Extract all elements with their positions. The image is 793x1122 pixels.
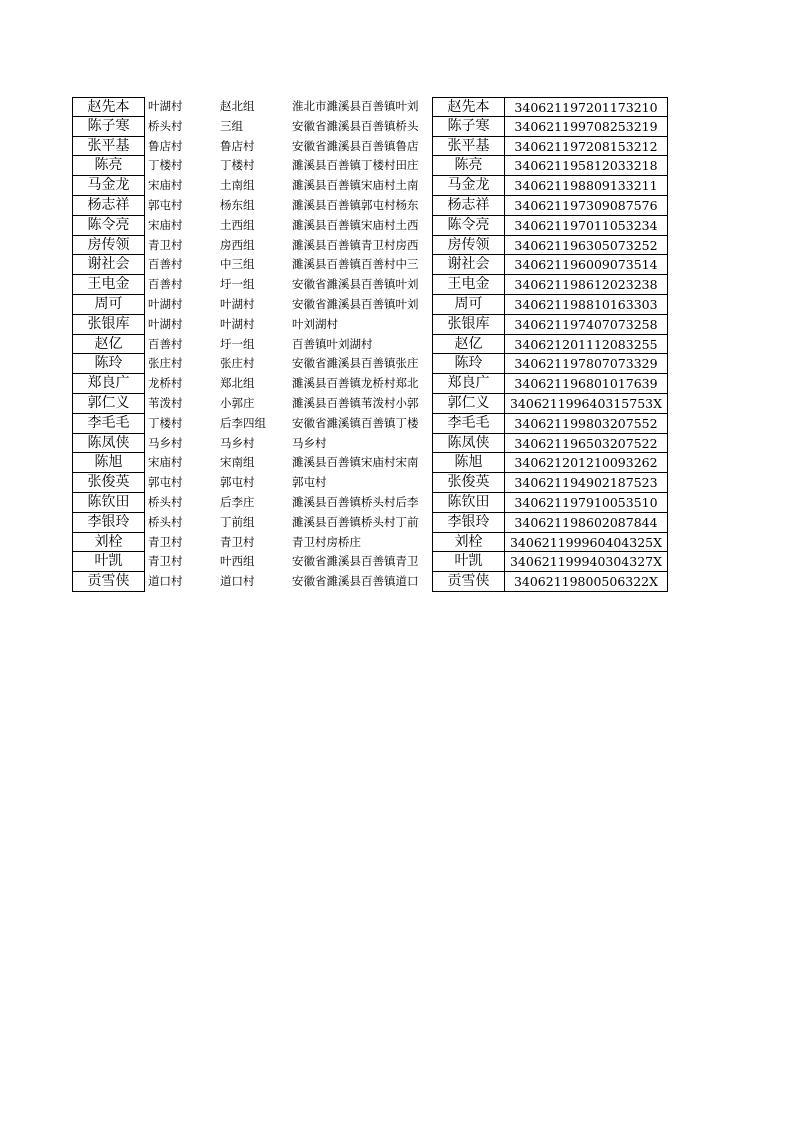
name-repeat-cell: 贡雪侠	[432, 572, 505, 592]
name-repeat-cell: 李毛毛	[432, 414, 505, 434]
id-number-cell: 340621199640315753X	[505, 394, 668, 414]
name-cell: 赵亿	[72, 335, 145, 355]
id-number-cell: 340621198810163303	[505, 295, 668, 315]
name-cell: 张俊英	[72, 473, 145, 493]
id-number-cell: 340621199803207552	[505, 414, 668, 434]
village-cell: 张庄村	[148, 356, 183, 371]
group-cell: 叶西组	[220, 554, 255, 569]
group-cell: 圩一组	[220, 277, 255, 292]
village-cell: 百善村	[148, 336, 183, 351]
village-cell: 桥头村	[148, 514, 183, 529]
group-cell: 后李庄	[220, 494, 255, 509]
group-cell: 杨东组	[220, 197, 255, 212]
group-cell: 圩一组	[220, 336, 255, 351]
id-number-cell: 340621196503207522	[505, 434, 668, 454]
group-cell: 后李四组	[220, 415, 266, 430]
id-number-cell: 340621199708253219	[505, 117, 668, 137]
village-cell: 道口村	[148, 574, 183, 589]
group-cell: 郑北组	[220, 376, 255, 391]
name-repeat-cell: 陈钦田	[432, 493, 505, 513]
id-number-cell: 340621196305073252	[505, 236, 668, 256]
village-cell: 叶湖村	[148, 316, 183, 331]
address-cell: 淮北市濉溪县百善镇叶刘	[292, 99, 419, 113]
name-cell: 房传领	[72, 236, 145, 256]
id-number-cell: 340621198809133211	[505, 176, 668, 196]
name-repeat-cell: 刘栓	[432, 533, 505, 553]
id-number-cell: 340621197201173210	[505, 97, 668, 117]
name-repeat-cell: 陈旭	[432, 453, 505, 473]
name-cell: 陈玲	[72, 354, 145, 374]
group-cell: 宋南组	[220, 455, 255, 470]
name-repeat-cell: 陈亮	[432, 156, 505, 176]
name-repeat-cell: 赵先本	[432, 97, 505, 117]
address-cell: 安徽省濉溪县百善镇青卫	[292, 554, 419, 569]
name-cell: 赵先本	[72, 97, 145, 117]
id-number-cell: 340621199940304327X	[505, 552, 668, 572]
group-cell: 土西组	[220, 217, 255, 232]
id-number-cell: 340621196801017639	[505, 374, 668, 394]
village-cell: 马乡村	[148, 435, 183, 450]
address-cell: 濉溪县百善镇宋庙村宋南	[292, 455, 419, 470]
group-cell: 道口村	[220, 574, 255, 589]
id-number-cell: 34062119800506322X	[505, 572, 668, 592]
name-repeat-cell: 叶凯	[432, 552, 505, 572]
id-number-cell: 340621201210093262	[505, 453, 668, 473]
village-cell: 桥头村	[148, 494, 183, 509]
group-cell: 郭屯村	[220, 475, 255, 490]
name-repeat-cell: 陈令亮	[432, 216, 505, 236]
village-cell: 丁楼村	[148, 415, 183, 430]
name-cell: 陈子寒	[72, 117, 145, 137]
group-cell: 张庄村	[220, 356, 255, 371]
group-cell: 鲁店村	[220, 138, 255, 153]
address-cell: 濉溪县百善镇苇泼村小郭	[292, 395, 419, 410]
name-repeat-cell: 郑良广	[432, 374, 505, 394]
village-cell: 青卫村	[148, 534, 183, 549]
village-cell: 宋庙村	[148, 217, 183, 232]
address-cell: 郭屯村	[292, 475, 327, 490]
name-repeat-cell: 陈子寒	[432, 117, 505, 137]
name-cell: 陈令亮	[72, 216, 145, 236]
id-number-cell: 340621197011053234	[505, 216, 668, 236]
group-cell: 中三组	[220, 257, 255, 272]
id-number-cell: 340621197208153212	[505, 137, 668, 157]
address-cell: 安徽省濉溪县百善镇叶刘	[292, 296, 419, 311]
id-number-cell: 340621194902187523	[505, 473, 668, 493]
address-cell: 马乡村	[292, 435, 327, 450]
name-cell: 王电金	[72, 275, 145, 295]
village-cell: 叶湖村	[148, 296, 183, 311]
id-number-cell: 340621199960404325X	[505, 533, 668, 553]
id-number-cell: 340621197309087576	[505, 196, 668, 216]
village-cell: 郭屯村	[148, 475, 183, 490]
address-cell: 濉溪县百善镇桥头村丁前	[292, 514, 419, 529]
name-repeat-cell: 郭仁义	[432, 394, 505, 414]
name-cell: 陈钦田	[72, 493, 145, 513]
name-cell: 李毛毛	[72, 414, 145, 434]
address-cell: 叶刘湖村	[292, 316, 338, 331]
name-repeat-cell: 李银玲	[432, 513, 505, 533]
name-repeat-cell: 赵亿	[432, 335, 505, 355]
name-repeat-cell: 张平基	[432, 137, 505, 157]
address-cell: 安徽省濉溪县百善镇叶刘	[292, 277, 419, 292]
name-repeat-cell: 房传领	[432, 236, 505, 256]
group-cell: 丁前组	[220, 514, 255, 529]
village-cell: 宋庙村	[148, 178, 183, 193]
name-cell: 马金龙	[72, 176, 145, 196]
address-cell: 濉溪县百善镇龙桥村郑北	[292, 376, 419, 391]
name-cell: 杨志祥	[72, 196, 145, 216]
group-cell: 土南组	[220, 178, 255, 193]
group-cell: 赵北组	[220, 99, 255, 113]
name-repeat-cell: 谢社会	[432, 255, 505, 275]
group-cell: 丁楼村	[220, 158, 255, 173]
address-cell: 濉溪县百善镇青卫村房西	[292, 237, 419, 252]
group-cell: 小郭庄	[220, 395, 255, 410]
address-cell: 濉溪县百善镇桥头村后李	[292, 494, 419, 509]
name-repeat-cell: 张银库	[432, 315, 505, 335]
village-cell: 青卫村	[148, 237, 183, 252]
group-cell: 叶湖村	[220, 316, 255, 331]
id-number-cell: 340621197807073329	[505, 354, 668, 374]
village-cell: 青卫村	[148, 554, 183, 569]
group-cell: 叶湖村	[220, 296, 255, 311]
name-cell: 刘栓	[72, 533, 145, 553]
name-cell: 陈旭	[72, 453, 145, 473]
address-cell: 百善镇叶刘湖村	[292, 336, 373, 351]
address-cell: 濉溪县百善镇百善村中三	[292, 257, 419, 272]
name-cell: 张平基	[72, 137, 145, 157]
address-cell: 濉溪县百善镇宋庙村土西	[292, 217, 419, 232]
village-cell: 苇泼村	[148, 395, 183, 410]
group-cell: 青卫村	[220, 534, 255, 549]
group-cell: 马乡村	[220, 435, 255, 450]
village-cell: 龙桥村	[148, 376, 183, 391]
id-number-cell: 340621197910053510	[505, 493, 668, 513]
name-repeat-cell: 马金龙	[432, 176, 505, 196]
address-cell: 濉溪县百善镇宋庙村土南	[292, 178, 419, 193]
name-cell: 郑良广	[72, 374, 145, 394]
address-cell: 安徽省濉溪县百善镇张庄	[292, 356, 419, 371]
village-cell: 百善村	[148, 257, 183, 272]
name-repeat-cell: 陈凤侠	[432, 434, 505, 454]
village-cell: 丁楼村	[148, 158, 183, 173]
group-cell: 房西组	[220, 237, 255, 252]
name-repeat-cell: 王电金	[432, 275, 505, 295]
village-cell: 鲁店村	[148, 138, 183, 153]
address-cell: 安徽省濉溪县百善镇道口	[292, 574, 419, 589]
name-cell: 周可	[72, 295, 145, 315]
village-cell: 桥头村	[148, 118, 183, 133]
name-repeat-cell: 张俊英	[432, 473, 505, 493]
name-cell: 陈亮	[72, 156, 145, 176]
group-cell: 三组	[220, 118, 243, 133]
address-cell: 安徽省濉溪镇百善镇丁楼	[292, 415, 419, 430]
name-cell: 谢社会	[72, 255, 145, 275]
id-number-cell: 340621197407073258	[505, 315, 668, 335]
village-cell: 百善村	[148, 277, 183, 292]
name-cell: 郭仁义	[72, 394, 145, 414]
name-cell: 叶凯	[72, 552, 145, 572]
address-cell: 安徽省濉溪县百善镇桥头	[292, 118, 419, 133]
name-repeat-cell: 陈玲	[432, 354, 505, 374]
id-number-cell: 340621195812033218	[505, 156, 668, 176]
address-cell: 濉溪县百善镇郭屯村杨东	[292, 197, 419, 212]
id-number-cell: 340621198602087844	[505, 513, 668, 533]
id-number-cell: 340621201112083255	[505, 335, 668, 355]
village-cell: 宋庙村	[148, 455, 183, 470]
id-number-cell: 340621196009073514	[505, 255, 668, 275]
name-cell: 李银玲	[72, 513, 145, 533]
id-number-cell: 340621198612023238	[505, 275, 668, 295]
name-repeat-cell: 周可	[432, 295, 505, 315]
name-cell: 贡雪侠	[72, 572, 145, 592]
name-repeat-cell: 杨志祥	[432, 196, 505, 216]
village-cell: 叶湖村	[148, 99, 183, 113]
address-cell: 青卫村房桥庄	[292, 534, 361, 549]
name-cell: 张银库	[72, 315, 145, 335]
village-cell: 郭屯村	[148, 197, 183, 212]
name-cell: 陈凤侠	[72, 434, 145, 454]
address-cell: 安徽省濉溪县百善镇鲁店	[292, 138, 419, 153]
address-cell: 濉溪县百善镇丁楼村田庄	[292, 158, 419, 173]
